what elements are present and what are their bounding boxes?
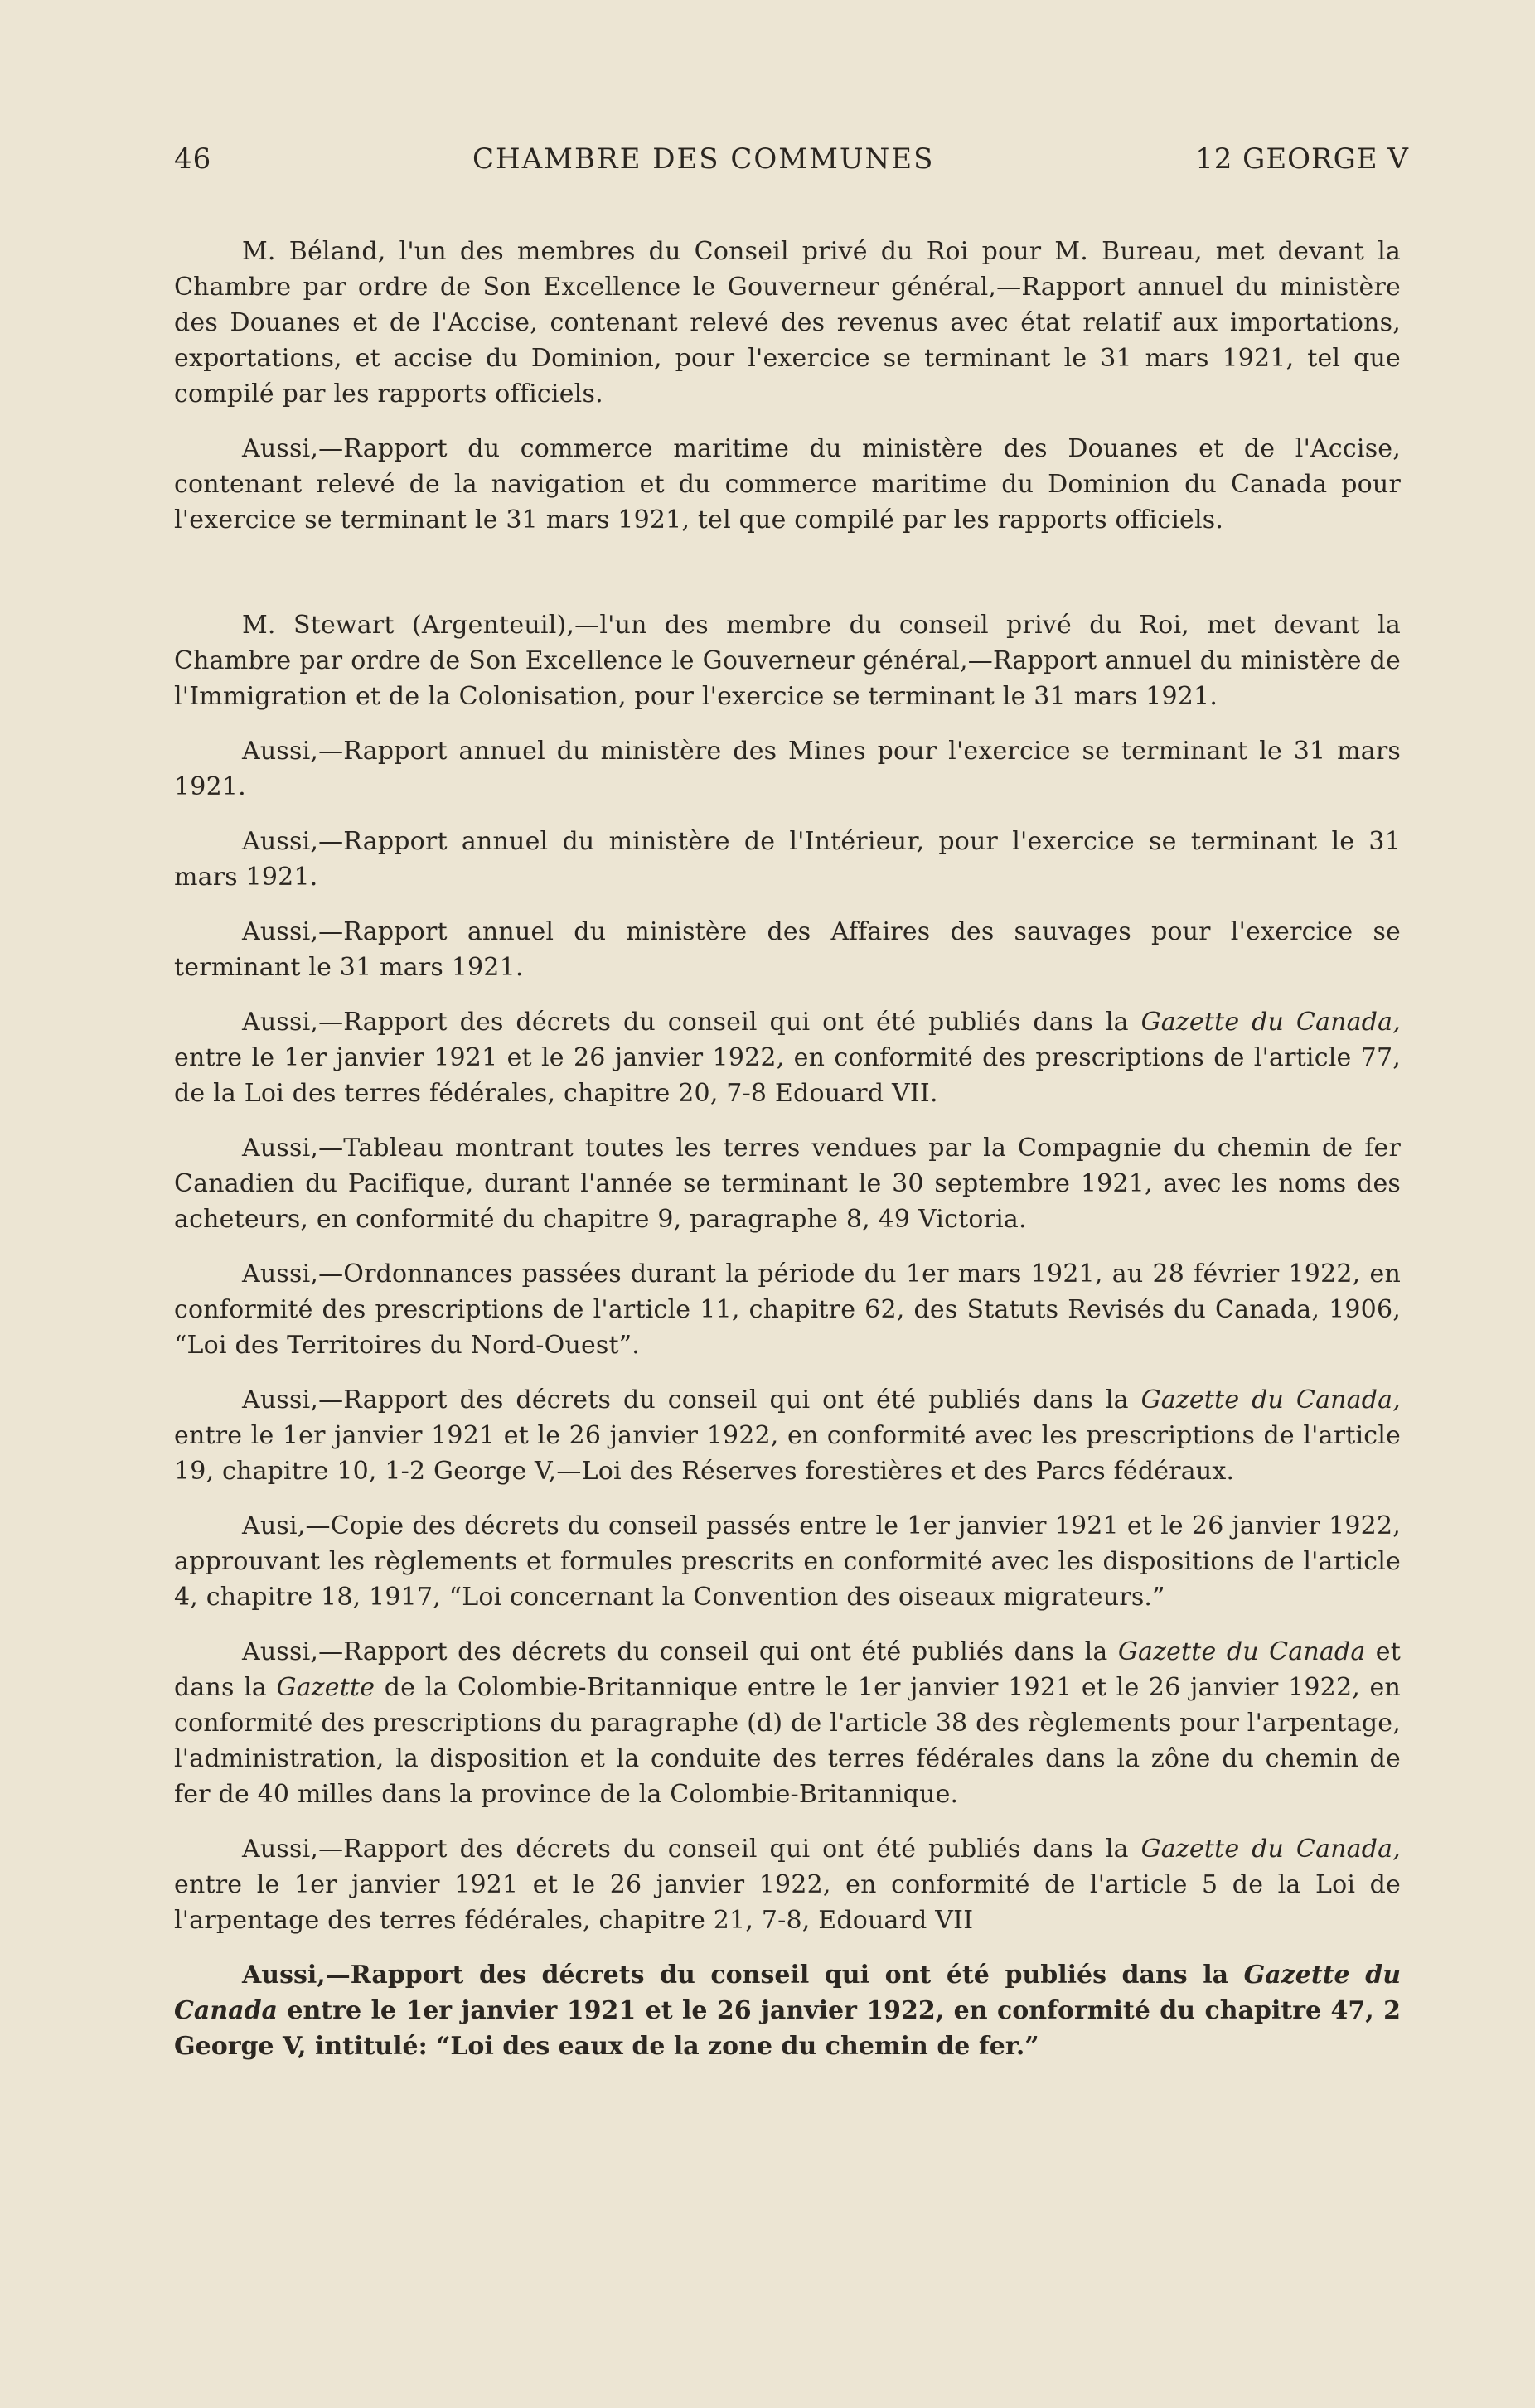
paragraph xyxy=(174,733,1401,805)
paragraph-text: de la Colombie-Britannique entre le 1er janvier 1921 et le 26 janvier 1922, en conformité des prescriptions du paragraphe (d) de l'article 38 des règlements pour l'arpentage, l'administration, la disposition et la conduite des terres fédérales dans la zône du chemin de fer de 40 milles dans la province de la Colombie-Britannique. xyxy=(174,1673,1401,1809)
paragraph-text: entre le 1er janvier 1921 et le 26 janvier 1922, en conformité avec les prescriptions de l'article 19, chapitre 10, 1-2 George V,—Loi des Réserves forestières et des Parcs fédéraux. xyxy=(174,1421,1401,1486)
page-header xyxy=(174,143,1409,184)
paragraph-text: Aussi,—Rapport des décrets du conseil qui ont été publiés dans la xyxy=(242,1385,1141,1414)
italic-text: Gazette du Canada, xyxy=(1140,1008,1401,1037)
paragraph-text: Aussi,—Rapport des décrets du conseil qui ont été publiés dans la xyxy=(242,1637,1118,1666)
paragraph-text: entre le 1er janvier 1921 et le 26 janvier 1922, en conformité du chapitre 47, 2 George V, intitulé: “Loi des eaux de la zone du chemin de fer.” xyxy=(174,1996,1401,2061)
paragraph-text: Aussi,—Rapport des décrets du conseil qui ont été publiés dans la xyxy=(242,1835,1141,1864)
page-number: 46 xyxy=(174,143,212,176)
paragraph xyxy=(174,1634,1401,1812)
italic-text: Gazette xyxy=(276,1673,375,1702)
paragraph xyxy=(174,1004,1401,1111)
italic-text: Gazette du Canada, xyxy=(1140,1835,1401,1864)
paragraph-text: M. Stewart (Argenteuil),—l'un des membre du conseil privé du Roi, met devant la Chambre par ordre de Son Excellence le Gouverneur général,—Rapport annuel du ministère de l'Immigration et de la Colonisation, pour l'exercice se terminant le 31 mars 1921. xyxy=(174,611,1401,711)
paragraph-text: Aussi,—Rapport annuel du ministère des Mines pour l'exercice se terminant le 31 mars 1921. xyxy=(174,737,1401,801)
paragraph xyxy=(174,1382,1401,1489)
paragraph-text: entre le 1er janvier 1921 et le 26 janvier 1922, en conformité de l'article 5 de la Loi de l'arpentage des terres fédérales, chapitre 21, 7-8, Edouard VII xyxy=(174,1870,1401,1935)
paragraph xyxy=(174,1508,1401,1615)
paragraph xyxy=(174,431,1401,538)
paragraph-text: Aussi,—Rapport du commerce maritime du ministère des Douanes et de l'Accise, contenant relevé de la navigation et du commerce maritime du Dominion du Canada pour l'exercice se terminant le 31 mars 1921, tel que compilé par les rapports officiels. xyxy=(174,434,1401,534)
paragraph xyxy=(174,824,1401,895)
paragraph-text: Aussi,—Tableau montrant toutes les terres vendues par la Compagnie du chemin de fer Canadien du Pacifique, durant l'année se terminant le 30 septembre 1921, avec les noms des acheteurs, en conformité du chapitre 9, paragraphe 8, 49 Victoria. xyxy=(174,1134,1401,1234)
paragraph-text: Aussi,—Rapport annuel du ministère de l'Intérieur, pour l'exercice se terminant le 31 mars 1921. xyxy=(174,827,1401,892)
paragraph-text: M. Béland, l'un des membres du Conseil privé du Roi pour M. Bureau, met devant la Chambre par ordre de Son Excellence le Gouverneur général,—Rapport annuel du ministère des Douanes et de l'Accise, contenant relevé des revenus avec état relatif aux importations, exportations, et accise du Dominion, pour l'exercice se terminant le 31 mars 1921, tel que compilé par les rapports officiels. xyxy=(174,237,1401,409)
paragraph xyxy=(174,1831,1401,1938)
paragraph-text: Ausi,—Copie des décrets du conseil passés entre le 1er janvier 1921 et le 26 janvier 1922, approuvant les règlements et formules prescrits en conformité avec les dispositions de l'article 4, chapitre 18, 1917, “Loi concernant la Convention des oiseaux migrateurs.” xyxy=(174,1511,1401,1612)
paragraph xyxy=(174,914,1401,985)
italic-text: Gazette du Canada, xyxy=(1140,1385,1401,1414)
paragraph xyxy=(174,607,1401,714)
paragraph-text: Aussi,—Rapport des décrets du conseil qui ont été publiés dans la xyxy=(242,1008,1141,1037)
paragraph xyxy=(174,1957,1401,2064)
paragraph-text: Aussi,—Rapport annuel du ministère des Affaires des sauvages pour l'exercice se terminant le 31 mars 1921. xyxy=(174,917,1401,982)
paragraph xyxy=(174,1130,1401,1237)
paragraph xyxy=(174,1256,1401,1363)
paragraph-text: Aussi,—Rapport des décrets du conseil qui ont été publiés dans la xyxy=(242,1961,1244,1990)
paragraph-text: Aussi,—Ordonnances passées durant la période du 1er mars 1921, au 28 février 1922, en conformité des prescriptions de l'article 11, chapitre 62, des Statuts Revisés du Canada, 1906, “Loi des Territoires du Nord-Ouest”. xyxy=(174,1260,1401,1360)
paragraph xyxy=(174,234,1401,412)
running-title: CHAMBRE DES COMMUNES xyxy=(472,143,935,176)
italic-text: Gazette du Canada xyxy=(1117,1637,1366,1666)
italic-text: Gazette du Canada xyxy=(174,1961,1402,2025)
paragraph-text: et dans la xyxy=(174,1637,1401,1702)
document-body xyxy=(174,234,1401,2083)
paragraph-text: entre le 1er janvier 1921 et le 26 janvier 1922, en conformité des prescriptions de l'article 77, de la Loi des terres fédérales, chapitre 20, 7-8 Edouard VII. xyxy=(174,1043,1401,1108)
session-label: 12 GEORGE V xyxy=(1195,143,1409,176)
